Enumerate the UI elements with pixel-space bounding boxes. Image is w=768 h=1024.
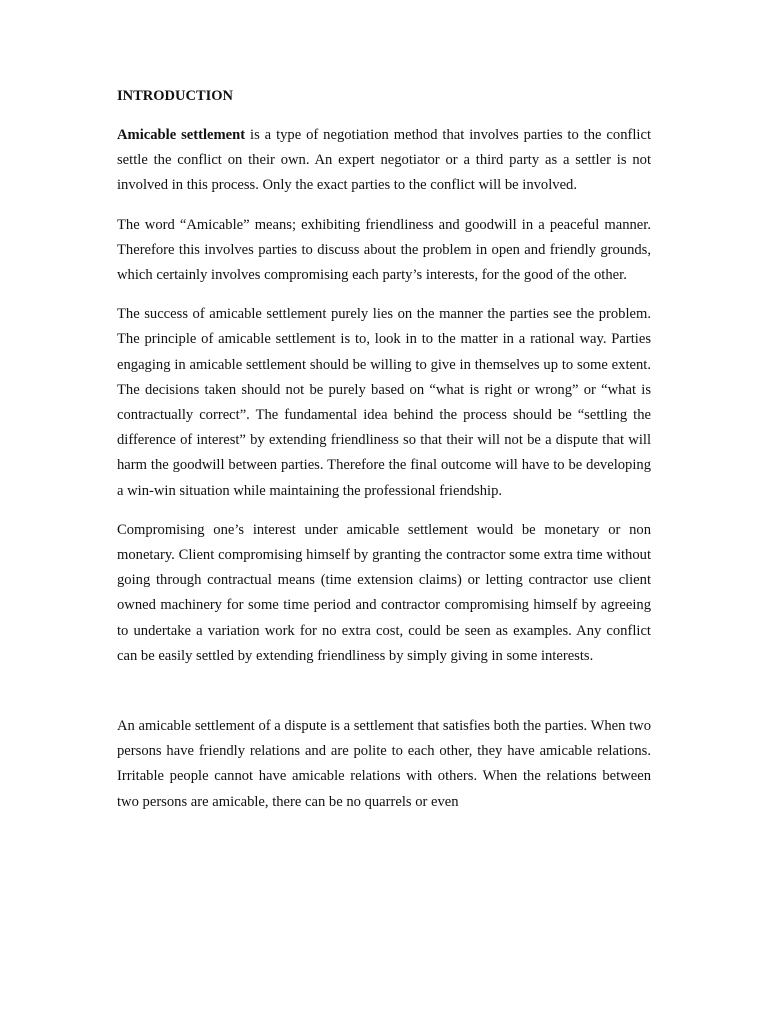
paragraph-amicable-relations: An amicable settlement of a dispute is a settlement that satisfies both the parties. When two persons have friendly relations and are polite to each other, they have amicable relations. Irritable people cannot have amicable relations with others. When the relations between two persons are amicable, there can be no quarrels or even xyxy=(117,718,651,810)
document-body xyxy=(117,86,651,815)
bold-term: Amicable settlement xyxy=(117,127,246,143)
paragraph-amicable-settlement-definition xyxy=(117,123,651,199)
paragraph-success-principle: The success of amicable settlement purely lies on the manner the parties see the problem. The principle of amicable settlement is to, look in to the matter in a rational way. Parties engaging in amicable settlement should be willing to give in themselves up to some extent. The decisions taken should not be purely based on “what is right or wrong” or “what is contractually correct”. The fundamental idea behind the process should be “settling the difference of interest” by extending friendliness so that their will not be a dispute that will harm the goodwill between parties. Therefore the final outcome will have to be developing a win-win situation while maintaining the professional friendship. xyxy=(117,306,651,499)
paragraph-text: is a type of negotiation method that involves parties to the conflict settle the conflict on their own. An expert negotiator or a third party as a settler is not involved in this process. Only the exact parties to the conflict will be involved. xyxy=(117,127,651,194)
section-heading: INTRODUCTION xyxy=(117,88,234,104)
paragraph-compromising-interest: Compromising one’s interest under amicable settlement would be monetary or non monetary. Client compromising himself by granting the contractor some extra time without going through contractual means (time extension claims) or letting contractor use client owned machinery for some time period and contractor compromising himself by agreeing to undertake a variation work for no extra cost, could be seen as examples. Any conflict can be easily settled by extending friendliness by simply giving in some interests. xyxy=(117,521,651,664)
paragraph-word-meaning: The word “Amicable” means; exhibiting friendliness and goodwill in a peaceful manner. Therefore this involves parties to discuss about the problem in open and friendly grounds, which certainly involves compromising each party’s interests, for the good of the other. xyxy=(117,216,651,284)
